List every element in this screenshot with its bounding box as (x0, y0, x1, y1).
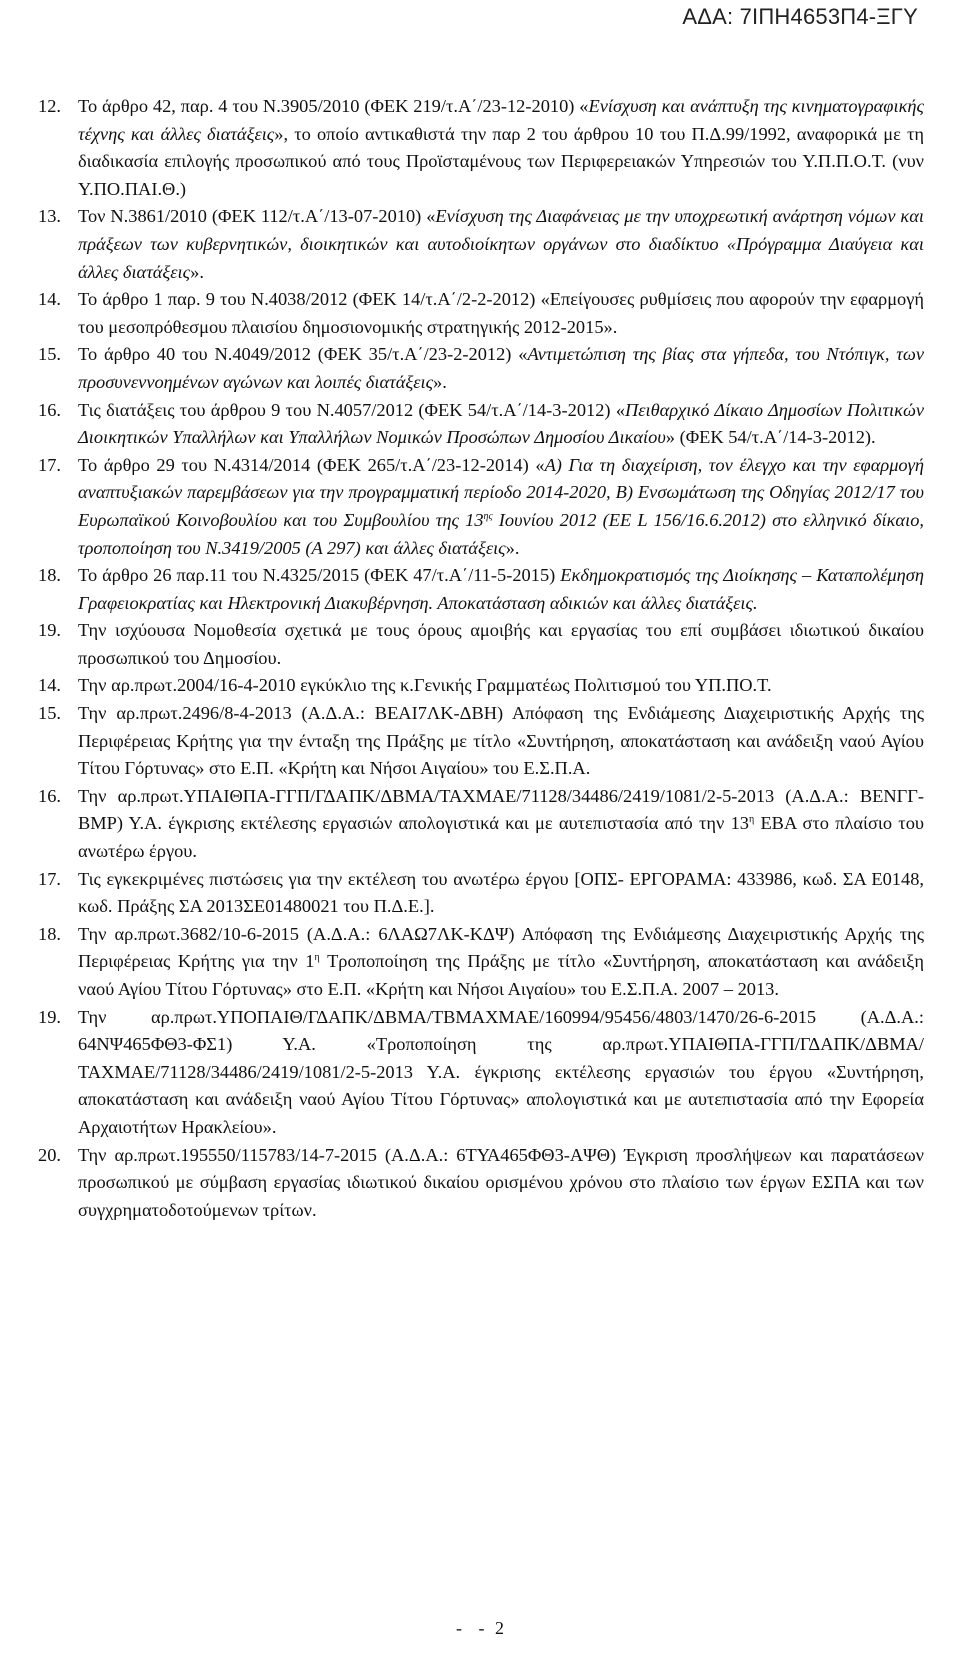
text-run: Το άρθρο 40 του Ν.4049/2012 (ΦΕΚ 35/τ.Α΄/23-2-2012) « (78, 344, 528, 365)
page-number: 2 (495, 1618, 504, 1638)
item-number: 13. (38, 206, 61, 227)
italic-text: Ενίσχυση και ανάπτυξη της κινηματογραφικής τέχνης και άλλες διατάξεις (78, 96, 924, 144)
superscript-text: η (748, 814, 755, 826)
footer-dashes: - - (456, 1618, 491, 1638)
superscript-text: ης (483, 510, 493, 522)
item-number: 15. (38, 344, 61, 365)
text-run: Την αρ.πρωτ.2004/16-4-2010 εγκύκλιο της κ.Γενικής Γραμματέως Πολιτισμού του ΥΠ.ΠΟ.Τ. (78, 675, 772, 696)
item-number: 20. (38, 1144, 61, 1165)
item-text (78, 562, 924, 617)
item-text (78, 866, 924, 921)
item-text (78, 1142, 924, 1225)
text-run: » (ΦΕΚ 54/τ.Α΄/14-3-2012). (665, 427, 876, 448)
item-number: 14. (38, 675, 61, 696)
item-number: 19. (38, 1006, 61, 1027)
italic-text: Εκδημοκρατισμός της Διοίκησης – Καταπολέμηση Γραφειοκρατίας και Ηλεκτρονική Διακυβέρνηση. Αποκατάσταση αδικιών και άλλες διατάξεις. (78, 565, 924, 613)
item-number: 12. (38, 96, 61, 116)
list-item (38, 1004, 924, 1142)
item-text (78, 672, 924, 700)
item-text (78, 783, 924, 866)
text-run: Το άρθρο 1 παρ. 9 του Ν.4038/2012 (ΦΕΚ 14/τ.Α΄/2-2-2012) «Επείγουσες ρυθμίσεις που αφορούν την εφαρμογή του μεσοπρόθεσμου πλαισίου δημοσιονομικής στρατηγικής 2012-2015». (78, 289, 924, 337)
item-text (78, 700, 924, 783)
list-item (38, 1142, 924, 1225)
item-text (78, 617, 924, 672)
page-footer (0, 1618, 960, 1639)
superscript-text: η (314, 952, 320, 964)
item-text (78, 93, 924, 203)
ada-code: ΑΔΑ: 7ΙΠΗ4653Π4-ΞΓΥ (682, 4, 918, 29)
item-text (78, 203, 924, 286)
document-body (38, 93, 924, 1224)
list-item (38, 341, 924, 396)
list-item (38, 921, 924, 1004)
text-run: ». (190, 261, 204, 282)
text-run: Την ισχύουσα Νομοθεσία σχετικά με τους όρους αμοιβής και εργασίας του επί συμβάσει ιδιωτικού δικαίου προσωπικού του Δημοσίου. (78, 620, 924, 668)
item-number: 19. (38, 620, 61, 641)
list-item (38, 397, 924, 452)
italic-text: Ενίσχυση της Διαφάνειας με την υποχρεωτική ανάρτηση νόμων και πράξεων των κυβερνητικών, διοικητικών και αυτοδιοίκητων οργάνων στο διαδίκτυο «Πρόγραμμα Διαύγεια και άλλες διατάξεις (78, 206, 924, 282)
list-item (38, 93, 924, 203)
item-text (78, 341, 924, 396)
list-item (38, 672, 924, 700)
list-item (38, 286, 924, 341)
item-text (78, 286, 924, 341)
item-number: 16. (38, 785, 61, 806)
text-run: Την αρ.πρωτ.ΥΠΑΙΘΠΑ-ΓΓΠ/ΓΔΑΠΚ/ΔΒΜΑ/ΤΑΧΜΑΕ/71128/34486/2419/1081/2-5-2013 (Α.Δ.Α.: ΒΕΝΓΓ-ΒΜΡ) Υ.Α. έγκρισης εκτέλεσης εργασιών απολογιστικά και με αυτεπιστασία από την 13 (78, 785, 924, 834)
text-run: Το άρθρο 29 του Ν.4314/2014 (ΦΕΚ 265/τ.Α΄/23-12-2014) « (78, 454, 545, 475)
text-run: Τροποποίηση της Πράξης με τίτλο «Συντήρηση, αποκατάσταση και ανάδειξη ναού Αγίου Τίτου Γόρτυνας» στο Ε.Π. «Κρήτη και Νήσοι Αιγαίου» του Ε.Σ.Π.Α. 2007 – 2013. (78, 951, 924, 999)
text-run: Την αρ.πρωτ.3682/10-6-2015 (Α.Δ.Α.: 6ΛΑΩ7ΛΚ-ΚΔΨ) Απόφαση της Ενδιάμεσης Διαχειριστικής Αρχής της Περιφέρειας Κρήτης για την 1 (78, 923, 924, 972)
italic-text: Πειθαρχικό Δίκαιο Δημοσίων Πολιτικών Διοικητικών Υπαλλήλων και Υπαλλήλων Νομικών Προσώπων Δημοσίου Δικαίου (78, 399, 924, 448)
text-run: Την αρ.πρωτ.195550/115783/14-7-2015 (Α.Δ.Α.: 6ΤΥΑ465ΦΘ3-ΑΨΘ) Έγκριση προσλήψεων και παρατάσεων προσωπικού με σύμβαση εργασίας ιδιωτικού δικαίου ορισμένου χρόνου στο πλαίσιο των έργων ΕΣΠΑ και των συγχρηματοδοτούμενων τρίτων. (78, 1144, 924, 1220)
italic-text: Ιουνίου 2012 (ΕΕ L 156/16.6.2012) στο ελληνικό δίκαιο, τροποποίηση του Ν.3419/2005 (Α 297) και άλλες διατάξεις (78, 509, 924, 558)
item-text (78, 921, 924, 1004)
italic-text: Αντιμετώπιση της βίας στα γήπεδα, του Ντόπιγκ, των προσυνεννοημένων αγώνων και λοιπές διατάξεις (78, 344, 925, 392)
item-number: 16. (38, 399, 61, 420)
item-text (78, 1004, 924, 1142)
item-number: 18. (38, 923, 61, 944)
item-text (78, 397, 924, 452)
list-item (38, 866, 924, 921)
text-run: Τις διατάξεις του άρθρου 9 του Ν.4057/2012 (ΦΕΚ 54/τ.Α΄/14-3-2012) « (78, 399, 626, 420)
list-item (38, 617, 924, 672)
item-number: 17. (38, 454, 61, 475)
list-item (38, 783, 924, 866)
list-item (38, 700, 924, 783)
list-item (38, 203, 924, 286)
text-run: Την αρ.πρωτ.ΥΠΟΠΑΙΘ/ΓΔΑΠΚ/ΔΒΜΑ/ΤΒΜΑΧΜΑΕ/160994/95456/4803/1470/26-6-2015 (Α.Δ.Α.: 64ΝΨ465ΦΘ3-ΦΣ1) Υ.Α. «Τροποποίηση της αρ.πρωτ.ΥΠΑΙΘΠΑ-ΓΓΠ/ΓΔΑΠΚ/ΔΒΜΑ/ΤΑΧΜΑΕ/71128/34486/2419/1081/2-5-2013 Υ.Α. έγκρισης εκτέλεσης εργασιών του έργου «Συντήρηση, αποκατάσταση και ανάδειξη ναού Αγίου Τίτου Γόρτυνας» απολογιστικά και με αυτεπιστασία από την Εφορεία Αρχαιοτήτων Ηρακλείου». (78, 1006, 924, 1137)
item-number: 17. (38, 868, 61, 889)
text-run: ». (505, 537, 520, 558)
list-item (38, 452, 924, 562)
text-run: Τις εγκεκριμένες πιστώσεις για την εκτέλεση του ανωτέρω έργου [ΟΠΣ- ΕΡΓΟΡΑΜΑ: 433986, κωδ. ΣΑ Ε0148, κωδ. Πράξης ΣΑ 2013ΣΕ01480021 του Π.Δ.Ε.]. (78, 868, 924, 917)
text-run: Το άρθρο 26 παρ.11 του Ν.4325/2015 (ΦΕΚ 47/τ.Α΄/11-5-2015) (78, 565, 561, 586)
item-text (78, 452, 924, 562)
text-run: ». (433, 371, 447, 392)
text-run: Τον Ν.3861/2010 (ΦΕΚ 112/τ.Α΄/13-07-2010) « (78, 206, 436, 227)
text-run: Την αρ.πρωτ.2496/8-4-2013 (Α.Δ.Α.: ΒΕΑΙ7ΛΚ-ΔΒΗ) Απόφαση της Ενδιάμεσης Διαχειριστικής Αρχής της Περιφέρειας Κρήτης για την ένταξη της Πράξης με τίτλο «Συντήρηση, αποκατάσταση και ανάδειξη ναού Αγίου Τίτου Γόρτυνας» στο Ε.Π. «Κρήτη και Νήσοι Αιγαίου» του Ε.Σ.Π.Α. (78, 703, 924, 779)
list-item (38, 562, 924, 617)
text-run: Το άρθρο 42, παρ. 4 του Ν.3905/2010 (ΦΕΚ 219/τ.Α΄/23-12-2010) « (78, 96, 589, 116)
item-number: 18. (38, 565, 61, 586)
italic-text: Α) Για τη διαχείριση, τον έλεγχο και την εφαρμογή αναπτυξιακών παρεμβάσεων για την προγραμματική περίοδο 2014-2020, Β) Ενσωμάτωση της Οδηγίας 2012/17 του Ευρωπαϊκού Κοινοβουλίου και του Συμβουλίου της 13 (78, 454, 924, 530)
item-number: 14. (38, 289, 61, 310)
text-run: ΕΒΑ στο πλαίσιο του ανωτέρω έργου. (78, 813, 924, 862)
item-number: 15. (38, 703, 61, 724)
text-run: », το οποίο αντικαθιστά την παρ 2 του άρθρου 10 του Π.Δ.99/1992, αναφορικά με τη διαδικασία επιλογής προσωπικού από τους Προϊσταμένους των Περιφερειακών Υπηρεσιών του Υ.Π.Π.Ο.Τ. (νυν Υ.ΠΟ.ΠΑΙ.Θ.) (78, 123, 924, 199)
